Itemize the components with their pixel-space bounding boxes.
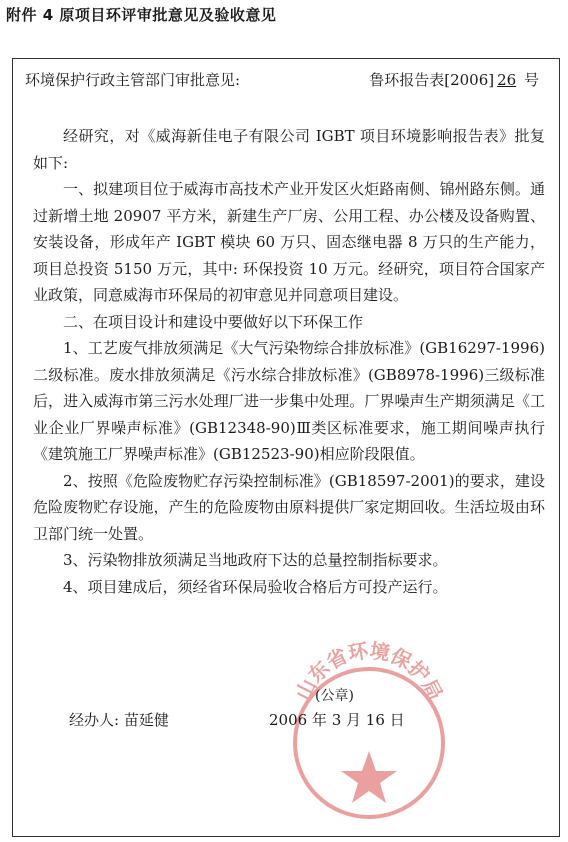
- paragraph-intro: 经研究，对《威海新佳电子有限公司 IGBT 项目环境影响报告表》批复如下:: [33, 127, 545, 172]
- approval-frame: [12, 58, 560, 837]
- paragraph-6: 4、项目建成后，须经省环保局验收合格后方可投产运行。: [63, 577, 448, 596]
- official-seal: [289, 633, 449, 829]
- paragraph-5: 3、污染物排放须满足当地政府下达的总量控制指标要求。: [63, 551, 448, 569]
- ref-number: 26: [497, 71, 517, 89]
- paragraph-1: 一、拟建项目位于威海市高技术产业开发区火炬路南侧、锦州路东侧。通过新增土地 20907 平方米，新建生产厂房、公用工程、办公楼及设备购置、安装设备，形成年产 IGBT 模块 60 万只、固态继电器 8 万只的生产能力，项目总投资 5150 万元，其中: 环保投资 10 万元。经研究，项目符合国家产业政策，同意威海市环保局的初审意见并同意项目建设。: [33, 180, 545, 304]
- handler-signature: 经办人: 苗延健: [69, 711, 169, 729]
- approval-date: 2006 年 3 月 16 日: [269, 711, 405, 729]
- seal-star: [341, 751, 397, 803]
- attachment-title: 附件 4 原项目环评审批意见及验收意见: [6, 6, 277, 24]
- approval-body: [33, 123, 545, 600]
- reference-number: [369, 69, 539, 90]
- paragraph-4: 2、按照《危险废物贮存污染控制标准》(GB18597-2001)的要求，建设危险废物贮存设施，产生的危险废物由原料提供厂家定期回收。生活垃圾由环卫部门统一处置。: [33, 471, 545, 543]
- paragraph-2: 二、在项目设计和建设中要做好以下环保工作: [63, 312, 364, 331]
- seal-label: (公章): [315, 688, 354, 704]
- doc-header: [13, 69, 559, 93]
- ref-prefix: 鲁环报告表[2006]: [369, 71, 495, 89]
- authority-label: 环境保护行政主管部门审批意见:: [25, 71, 241, 89]
- seal-text: 山东省环境保护局: [290, 638, 448, 704]
- ref-suffix: 号: [523, 71, 539, 89]
- paragraph-3: 1、工艺废气排放须满足《大气污染物综合排放标准》(GB16297-1996)二级标准。废水排放须满足《污水综合排放标准》(GB8978-1996)三级标准后，进入威海市第三污水处理厂进一步集中处理。厂界噪声生产期须满足《工业企业厂界噪声标准》(GB12348-90)Ⅲ类区标准要求，施工期间噪声执行《建筑施工厂界噪声标准》(GB12523-90)相应阶段限值。: [33, 339, 545, 463]
